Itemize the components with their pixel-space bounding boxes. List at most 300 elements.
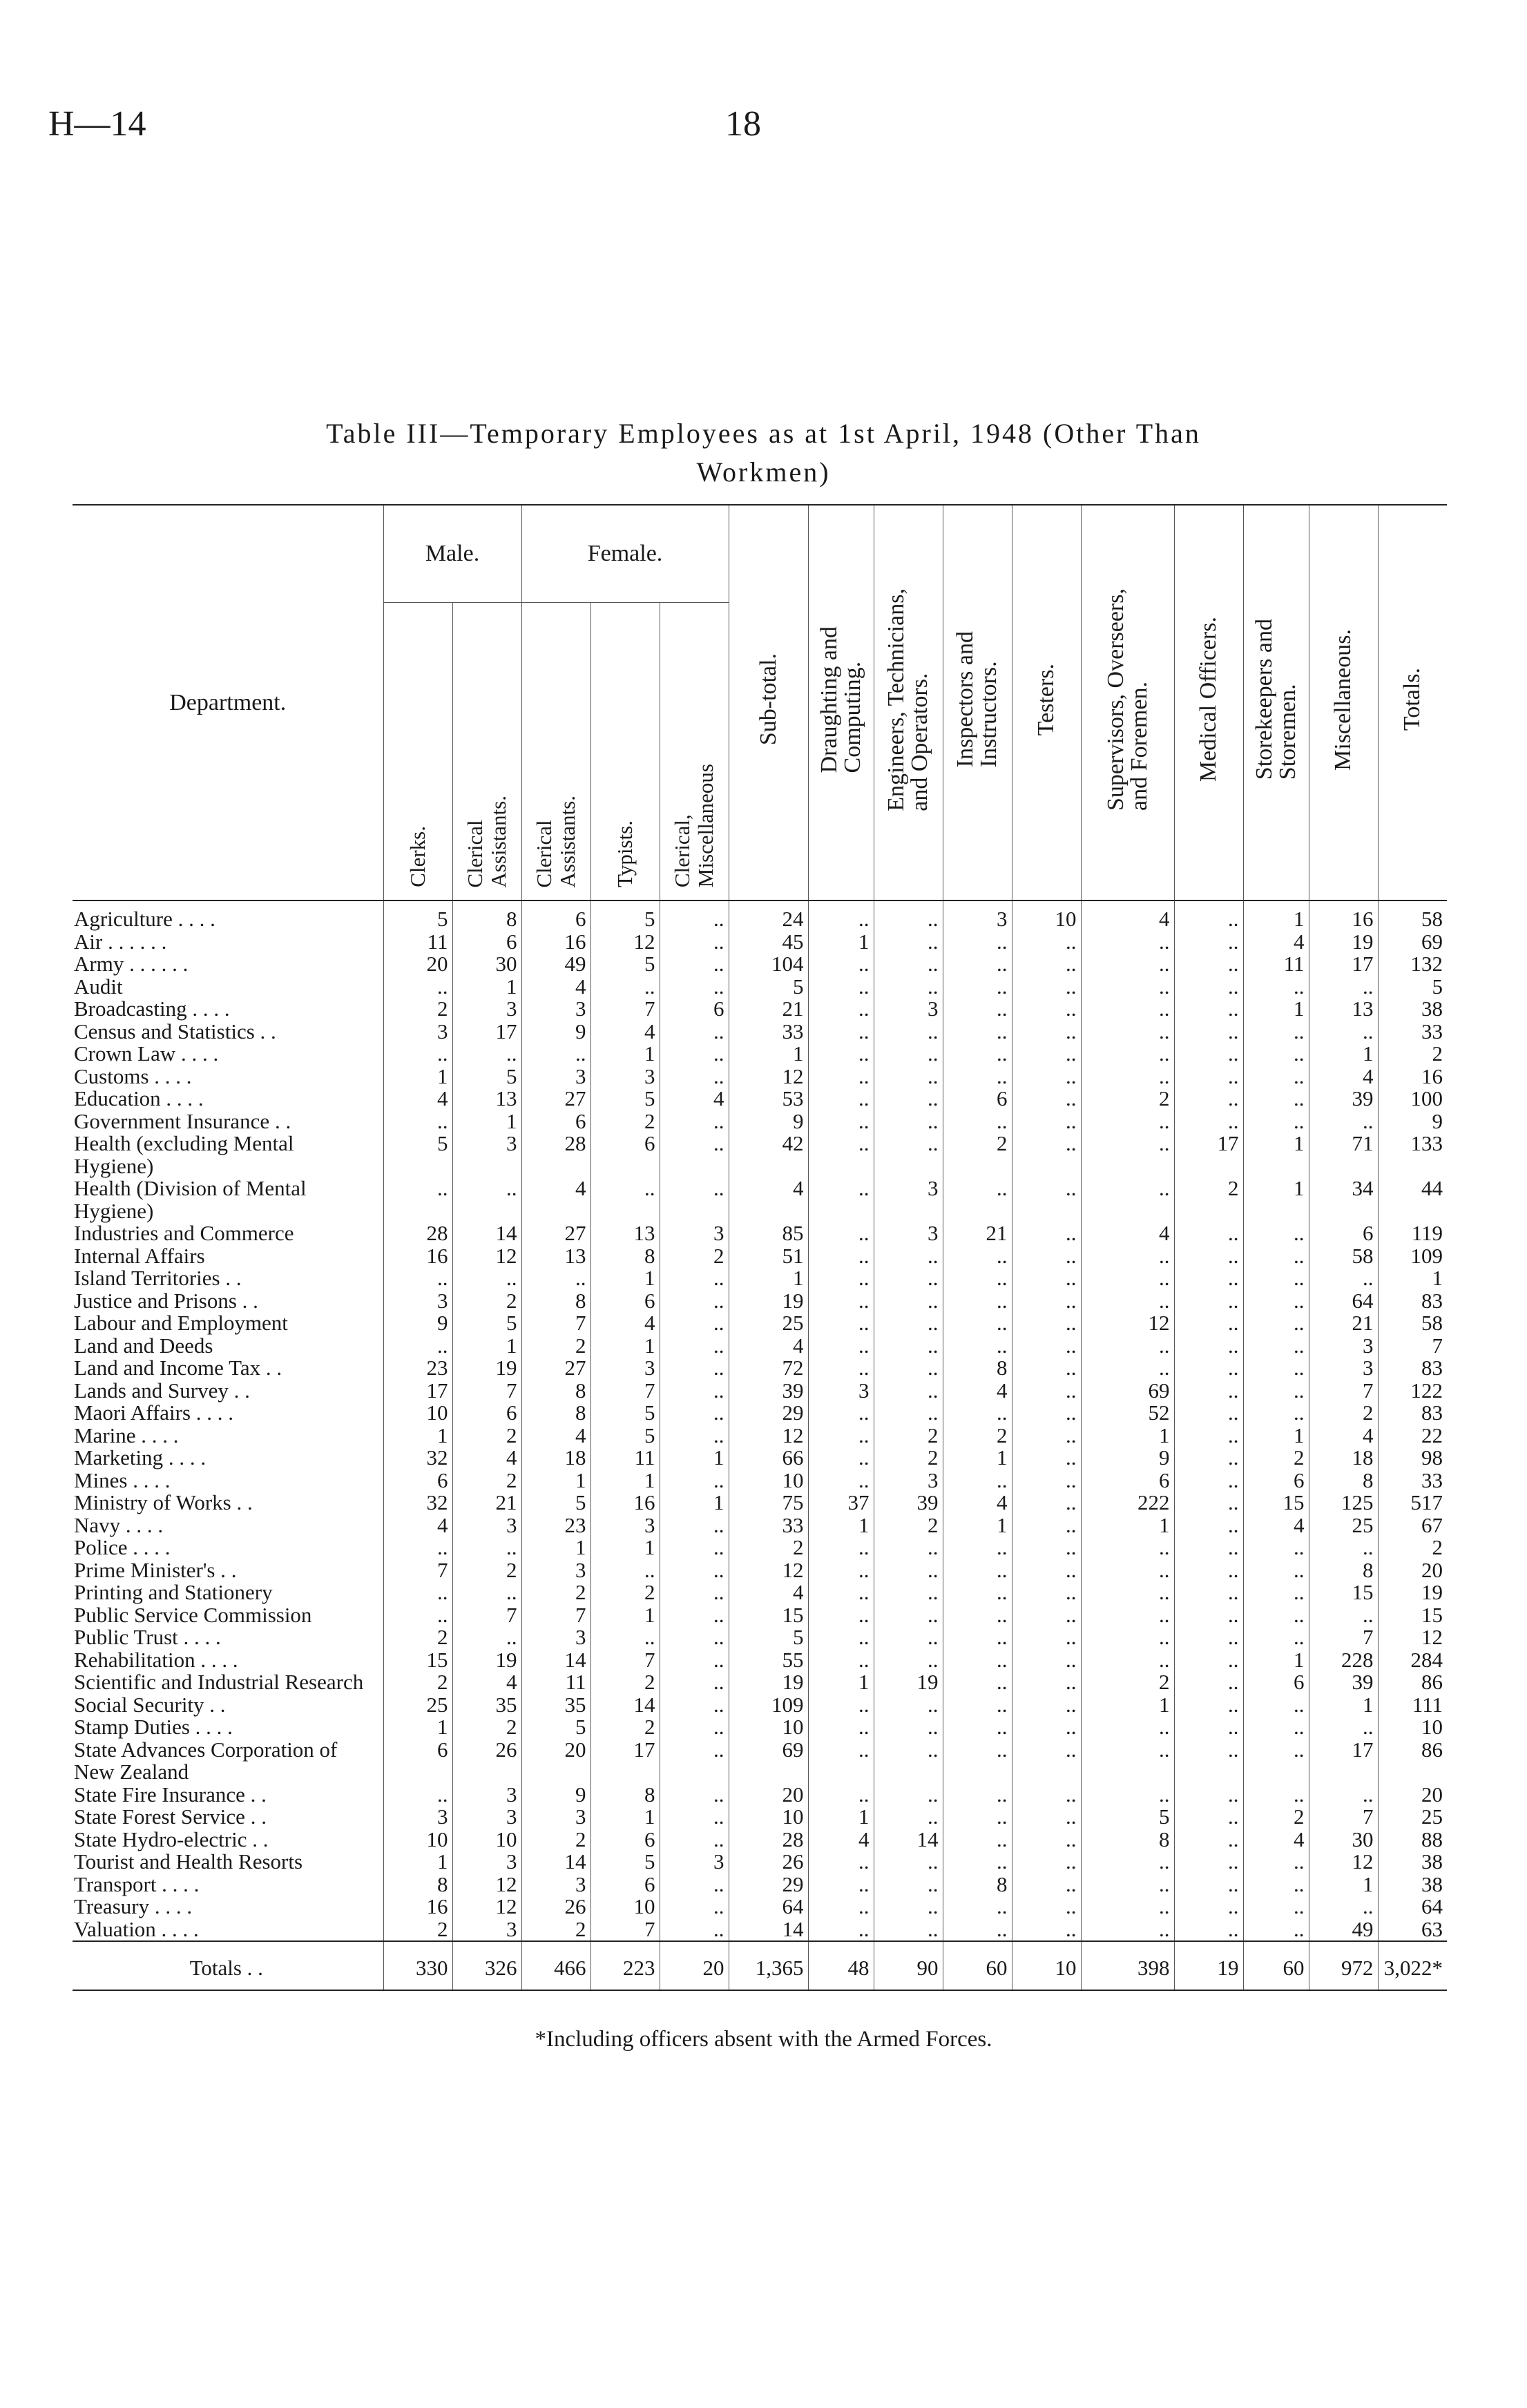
table-cell: ..	[1012, 1694, 1081, 1717]
table-cell: ..	[590, 1559, 660, 1582]
table-cell: 7	[1309, 1626, 1378, 1649]
table-cell: ..	[1081, 1110, 1174, 1133]
table-cell: 2	[874, 1514, 943, 1537]
table-cell: 58	[1309, 1245, 1378, 1268]
table-cell: 4	[943, 1380, 1012, 1403]
table-cell: 69	[729, 1739, 808, 1784]
table-cell: 35	[521, 1694, 590, 1717]
table-cell: 20	[383, 953, 452, 976]
table-cell: 72	[729, 1357, 808, 1380]
table-cell: 14	[521, 1649, 590, 1672]
table-cell: 3	[874, 1470, 943, 1492]
employees-table	[73, 504, 1447, 1991]
table-cell: 10	[1378, 1716, 1447, 1739]
table-row	[73, 1290, 1447, 1313]
table-cell: ..	[1012, 998, 1081, 1021]
table-cell: ..	[1174, 1043, 1243, 1066]
table-cell: 3	[521, 1874, 590, 1896]
table-cell: 1	[590, 1806, 660, 1829]
table-cell: ..	[1243, 1222, 1309, 1245]
table-cell: 3	[452, 1806, 521, 1829]
col-female-clerical-assistants: Clerical Assistants.	[521, 603, 590, 901]
table-cell: 2	[521, 1918, 590, 1942]
table-cell: 6	[1243, 1671, 1309, 1694]
table-cell: 2	[590, 1110, 660, 1133]
totals-cell: 10	[1012, 1941, 1081, 1990]
table-row	[73, 1806, 1447, 1829]
table-title-line-1: Table III—Temporary Employees as at 1st April, 1948 (Other Than	[326, 418, 1201, 449]
table-cell: ..	[1012, 1626, 1081, 1649]
table-cell: 15	[1378, 1604, 1447, 1627]
table-cell: 132	[1378, 953, 1447, 976]
department-name: Stamp Duties . . . .	[74, 1715, 233, 1739]
table-cell: 33	[729, 1021, 808, 1043]
table-cell: 3	[808, 1380, 874, 1403]
table-row	[73, 1694, 1447, 1717]
table-cell: 8	[1309, 1559, 1378, 1582]
table-cell: ..	[943, 1312, 1012, 1335]
table-cell: 71	[1309, 1133, 1378, 1177]
table-cell: 1	[590, 1537, 660, 1559]
table-row	[73, 1177, 1447, 1222]
table-cell: 8	[590, 1784, 660, 1807]
table-cell: ..	[808, 953, 874, 976]
page-number: 18	[725, 104, 761, 144]
table-cell: ..	[660, 1671, 729, 1694]
table-cell: ..	[1174, 1290, 1243, 1313]
table-cell: 19	[452, 1649, 521, 1672]
table-cell: ..	[1081, 1177, 1174, 1222]
table-cell: 16	[590, 1492, 660, 1514]
department-name: Police . . . .	[74, 1535, 171, 1559]
table-cell: ..	[1174, 1335, 1243, 1358]
table-cell: ..	[1081, 1335, 1174, 1358]
table-cell: 39	[1309, 1671, 1378, 1694]
table-cell: 4	[943, 1492, 1012, 1514]
table-cell: ..	[1243, 1559, 1309, 1582]
male-group-header: Male.	[383, 505, 521, 603]
table-cell: ..	[1012, 1829, 1081, 1851]
table-cell: ..	[660, 1559, 729, 1582]
table-cell: 7	[590, 1649, 660, 1672]
table-cell: 6	[1243, 1470, 1309, 1492]
table-cell: ..	[1174, 1851, 1243, 1874]
table-row	[73, 900, 1447, 931]
table-cell: 1	[452, 1335, 521, 1358]
table-cell: ..	[1012, 1896, 1081, 1918]
table-cell: ..	[1012, 1110, 1081, 1133]
table-cell: 52	[1081, 1402, 1174, 1425]
department-name: Air . . . . . .	[74, 929, 167, 954]
table-cell: 8	[1081, 1829, 1174, 1851]
table-cell: ..	[383, 1335, 452, 1358]
table-cell: ..	[943, 1784, 1012, 1807]
department-name: Agriculture . . . .	[74, 907, 215, 931]
table-cell: ..	[1174, 1649, 1243, 1672]
table-header	[73, 505, 1447, 900]
col-medical-officers: Medical Officers.	[1174, 505, 1243, 900]
table-cell: 8	[943, 1357, 1012, 1380]
table-row	[73, 1896, 1447, 1918]
department-name: Land and Deeds	[74, 1333, 213, 1358]
table-cell: ..	[874, 1335, 943, 1358]
totals-cell: 20	[660, 1941, 729, 1990]
table-cell: 55	[729, 1649, 808, 1672]
table-cell: 20	[1378, 1559, 1447, 1582]
table-cell: 7	[452, 1380, 521, 1403]
table-row	[73, 1447, 1447, 1470]
table-cell: ..	[874, 1649, 943, 1672]
table-cell: 17	[1174, 1133, 1243, 1177]
table-cell: 6	[1309, 1222, 1378, 1245]
table-cell: 39	[1309, 1088, 1378, 1110]
table-cell: ..	[383, 1177, 452, 1222]
table-cell: ..	[660, 1739, 729, 1784]
department-name: Customs . . . .	[74, 1063, 192, 1088]
table-cell: 64	[1309, 1290, 1378, 1313]
table-cell: 133	[1378, 1133, 1447, 1177]
table-cell: 2	[874, 1425, 943, 1447]
table-cell: ..	[943, 1694, 1012, 1717]
table-cell: ..	[1174, 1559, 1243, 1582]
totals-cell: 60	[1243, 1941, 1309, 1990]
table-row	[73, 931, 1447, 954]
table-cell: 3	[874, 1177, 943, 1222]
table-cell: 3	[660, 1222, 729, 1245]
table-cell: ..	[1081, 1537, 1174, 1559]
table-cell: ..	[590, 976, 660, 999]
table-cell: 4	[1309, 1425, 1378, 1447]
table-cell: ..	[1012, 1447, 1081, 1470]
table-cell: 19	[1309, 931, 1378, 954]
table-cell: ..	[660, 1829, 729, 1851]
table-cell: 5	[729, 976, 808, 999]
table-cell: 37	[808, 1492, 874, 1514]
table-cell: ..	[1243, 1604, 1309, 1627]
table-cell: ..	[660, 931, 729, 954]
department-name: Audit	[74, 974, 123, 999]
table-row	[73, 1357, 1447, 1380]
table-cell: 2	[1243, 1447, 1309, 1470]
table-cell: 1	[383, 1851, 452, 1874]
table-cell: 1	[1081, 1514, 1174, 1537]
table-cell: 6	[383, 1470, 452, 1492]
col-draughting: Draughting and Computing.	[808, 505, 874, 900]
department-name: Tourist and Health Resorts	[74, 1849, 303, 1874]
table-cell: ..	[1243, 1043, 1309, 1066]
department-name: Transport . . . .	[74, 1871, 200, 1896]
table-cell: ..	[943, 931, 1012, 954]
table-cell: ..	[1174, 1829, 1243, 1851]
table-cell: 10	[383, 1829, 452, 1851]
table-cell: ..	[1012, 1245, 1081, 1268]
table-cell: 5	[521, 1492, 590, 1514]
table-cell: ..	[1081, 1626, 1174, 1649]
table-cell: ..	[808, 1537, 874, 1559]
table-cell: 5	[383, 900, 452, 931]
table-cell: ..	[1012, 1559, 1081, 1582]
table-cell: ..	[1243, 1874, 1309, 1896]
table-cell: ..	[1012, 1021, 1081, 1043]
table-cell: 3	[660, 1851, 729, 1874]
table-cell: ..	[808, 1177, 874, 1222]
table-cell: 3	[452, 1133, 521, 1177]
table-cell: ..	[874, 1581, 943, 1604]
table-row	[73, 1739, 1447, 1784]
table-cell: ..	[521, 1267, 590, 1290]
table-cell: ..	[808, 1918, 874, 1942]
table-cell: ..	[1174, 1671, 1243, 1694]
female-group-header: Female.	[521, 505, 729, 603]
table-cell: ..	[1012, 1581, 1081, 1604]
table-cell: ..	[1012, 1671, 1081, 1694]
table-cell: 7	[1378, 1335, 1447, 1358]
table-row	[73, 1559, 1447, 1582]
table-cell: 86	[1378, 1739, 1447, 1784]
table-cell: 45	[729, 931, 808, 954]
table-cell: 3	[590, 1066, 660, 1088]
table-cell: 2	[521, 1335, 590, 1358]
table-cell: 20	[521, 1739, 590, 1784]
table-cell: 3	[521, 1626, 590, 1649]
table-cell: ..	[1081, 1716, 1174, 1739]
table-cell: ..	[1243, 1739, 1309, 1784]
table-cell: ..	[1012, 1380, 1081, 1403]
table-cell: 28	[729, 1829, 808, 1851]
table-cell: 8	[521, 1290, 590, 1313]
department-name: Lands and Survey . .	[74, 1378, 250, 1403]
table-cell: ..	[660, 1918, 729, 1942]
table-cell: ..	[943, 1245, 1012, 1268]
table-cell: ..	[1243, 1290, 1309, 1313]
table-cell: ..	[1081, 1649, 1174, 1672]
table-cell: ..	[808, 1133, 874, 1177]
department-name: Marketing . . . .	[74, 1445, 207, 1470]
table-cell: 58	[1378, 1312, 1447, 1335]
page-reference: H—14	[48, 104, 146, 144]
table-cell: ..	[874, 1021, 943, 1043]
table-cell: 2	[590, 1581, 660, 1604]
table-cell: 19	[874, 1671, 943, 1694]
table-cell: ..	[1012, 1492, 1081, 1514]
table-cell: 1	[1243, 1133, 1309, 1177]
table-cell: 27	[521, 1222, 590, 1245]
table-cell: 17	[383, 1380, 452, 1403]
table-cell: 51	[729, 1245, 808, 1268]
table-cell: 10	[729, 1716, 808, 1739]
table-row	[73, 1088, 1447, 1110]
table-cell: 1	[729, 1267, 808, 1290]
table-cell: ..	[1012, 1177, 1081, 1222]
table-cell: ..	[521, 1043, 590, 1066]
table-row	[73, 1380, 1447, 1403]
table-cell: 1	[521, 1470, 590, 1492]
department-name: Navy . . . .	[74, 1512, 164, 1537]
table-cell: ..	[590, 1177, 660, 1222]
table-cell: ..	[874, 953, 943, 976]
table-cell: ..	[1081, 1021, 1174, 1043]
table-cell: 3	[590, 1357, 660, 1380]
table-cell: ..	[1243, 976, 1309, 999]
table-cell: ..	[943, 1716, 1012, 1739]
totals-cell: 3,022*	[1378, 1941, 1447, 1990]
table-cell: 38	[1378, 1851, 1447, 1874]
table-cell: 28	[521, 1133, 590, 1177]
table-cell: ..	[660, 1110, 729, 1133]
table-cell: 15	[383, 1649, 452, 1672]
table-cell: 69	[1378, 931, 1447, 954]
table-cell: 29	[729, 1402, 808, 1425]
table-cell: 1	[808, 1514, 874, 1537]
department-name: Public Trust . . . .	[74, 1625, 221, 1649]
department-name: Census and Statistics . .	[74, 1019, 276, 1043]
table-cell: 38	[1378, 1874, 1447, 1896]
table-cell: ..	[808, 1021, 874, 1043]
table-cell: ..	[943, 976, 1012, 999]
table-cell: 3	[383, 1290, 452, 1313]
table-cell: ..	[1243, 1694, 1309, 1717]
table-cell: ..	[1081, 998, 1174, 1021]
table-cell: 23	[383, 1357, 452, 1380]
table-cell: 19	[729, 1290, 808, 1313]
table-cell: 20	[1378, 1784, 1447, 1807]
table-cell: ..	[383, 1537, 452, 1559]
table-cell: ..	[874, 1806, 943, 1829]
table-cell: ..	[808, 1357, 874, 1380]
table-cell: 5	[590, 900, 660, 931]
table-cell: 6	[590, 1290, 660, 1313]
table-cell: 2	[452, 1290, 521, 1313]
col-male-clerical-assistants: Clerical Assistants.	[452, 603, 521, 901]
table-cell: ..	[660, 976, 729, 999]
table-cell: ..	[1243, 1918, 1309, 1942]
table-cell: 1	[452, 1110, 521, 1133]
table-cell: 2	[452, 1716, 521, 1739]
table-cell: 1	[590, 1335, 660, 1358]
table-cell: 3	[590, 1514, 660, 1537]
table-row	[73, 1312, 1447, 1335]
table-cell: ..	[1012, 1312, 1081, 1335]
table-cell: ..	[1174, 1245, 1243, 1268]
table-cell: ..	[808, 1604, 874, 1627]
table-cell: 5	[729, 1626, 808, 1649]
table-cell: ..	[808, 1649, 874, 1672]
table-cell: ..	[1174, 1357, 1243, 1380]
table-cell: 109	[729, 1694, 808, 1717]
table-cell: 26	[729, 1851, 808, 1874]
table-row	[73, 1222, 1447, 1245]
table-cell: ..	[943, 1335, 1012, 1358]
table-row	[73, 1021, 1447, 1043]
table-cell: ..	[1243, 1088, 1309, 1110]
table-cell: 8	[943, 1874, 1012, 1896]
table-cell: 1	[660, 1447, 729, 1470]
table-cell: 3	[521, 1066, 590, 1088]
department-name: Labour and Employment	[74, 1311, 288, 1335]
table-cell: ..	[1012, 931, 1081, 954]
table-cell: 14	[874, 1829, 943, 1851]
table-cell: 5	[590, 1402, 660, 1425]
table-cell: 26	[452, 1739, 521, 1784]
table-cell: 1	[452, 976, 521, 999]
department-name: Scientific and Industrial Research	[74, 1670, 364, 1694]
table-cell: 8	[1309, 1470, 1378, 1492]
table-cell: ..	[1012, 1267, 1081, 1290]
table-cell: 17	[1309, 1739, 1378, 1784]
table-row	[73, 976, 1447, 999]
table-row	[73, 1402, 1447, 1425]
table-cell: ..	[1243, 1784, 1309, 1807]
table-cell: ..	[1174, 1088, 1243, 1110]
department-name: Education . . . .	[74, 1086, 204, 1110]
table-cell: 2	[1081, 1088, 1174, 1110]
table-cell: ..	[1243, 1896, 1309, 1918]
totals-cell: 223	[590, 1941, 660, 1990]
table-cell: ..	[1174, 1918, 1243, 1942]
totals-cell: 60	[943, 1941, 1012, 1990]
table-cell: 12	[452, 1896, 521, 1918]
table-cell: 14	[729, 1918, 808, 1942]
table-cell: 1	[1243, 1177, 1309, 1222]
table-cell: ..	[808, 1470, 874, 1492]
table-cell: ..	[808, 1716, 874, 1739]
table-cell: 2	[590, 1716, 660, 1739]
table-cell: 119	[1378, 1222, 1447, 1245]
table-cell: 3	[521, 998, 590, 1021]
table-cell: 8	[452, 900, 521, 931]
table-cell: ..	[1243, 1335, 1309, 1358]
table-cell: ..	[943, 1021, 1012, 1043]
table-cell: ..	[660, 1177, 729, 1222]
table-cell: ..	[943, 1671, 1012, 1694]
department-name: Prime Minister's . .	[74, 1557, 237, 1582]
table-cell: 5	[590, 1425, 660, 1447]
table-cell: ..	[1174, 1716, 1243, 1739]
table-cell: ..	[1243, 1626, 1309, 1649]
table-row	[73, 1133, 1447, 1177]
table-cell: ..	[1243, 1402, 1309, 1425]
table-cell: ..	[660, 1604, 729, 1627]
table-cell: ..	[660, 1694, 729, 1717]
table-cell: ..	[808, 1874, 874, 1896]
table-cell: 9	[521, 1021, 590, 1043]
col-totals: Totals.	[1378, 505, 1447, 900]
table-cell: 6	[660, 998, 729, 1021]
table-cell: ..	[874, 1604, 943, 1627]
table-cell: 14	[452, 1222, 521, 1245]
table-cell: 12	[1378, 1626, 1447, 1649]
table-cell: ..	[1174, 1604, 1243, 1627]
table-cell: ..	[874, 976, 943, 999]
table-cell: 18	[1309, 1447, 1378, 1470]
table-cell: 17	[1309, 953, 1378, 976]
table-cell: ..	[660, 1626, 729, 1649]
table-row	[73, 1492, 1447, 1514]
table-cell: ..	[874, 1402, 943, 1425]
table-row	[73, 1784, 1447, 1807]
table-row	[73, 1537, 1447, 1559]
table-cell: 7	[590, 998, 660, 1021]
table-cell: 86	[1378, 1671, 1447, 1694]
table-cell: ..	[452, 1626, 521, 1649]
table-cell: ..	[1174, 1110, 1243, 1133]
table-cell: 1	[808, 1671, 874, 1694]
table-cell: ..	[1174, 1380, 1243, 1403]
table-cell: 16	[521, 931, 590, 954]
table-cell: 2	[1081, 1671, 1174, 1694]
table-cell: ..	[808, 1043, 874, 1066]
table-cell: 1	[808, 931, 874, 954]
